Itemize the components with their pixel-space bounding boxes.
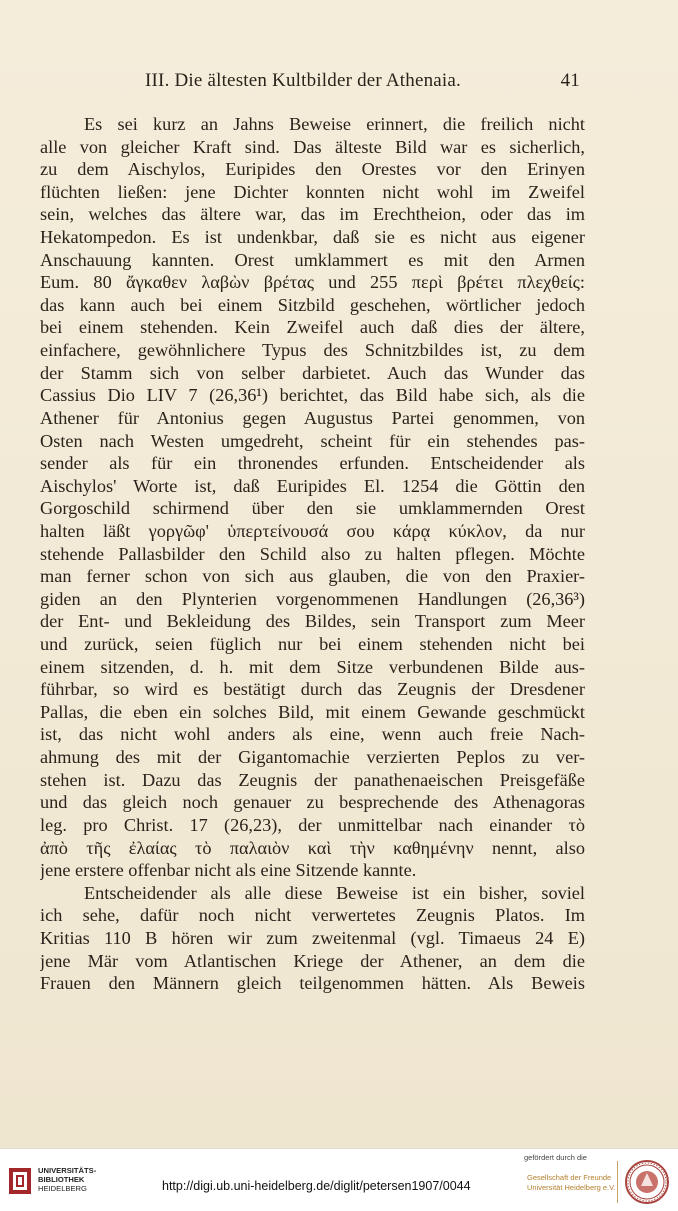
text-line: Frauen den Männern gleich teilgenommen hätten. Als Beweis [40,973,585,994]
text-line: jene Mär vom Atlantischen Kriege der Athener, an dem die [40,950,585,971]
sponsor-name[interactable] [527,1173,616,1193]
text-line: Aischylos' Worte ist, daß Euripides El. 1254 die Göttin den [40,475,585,496]
permalink-url[interactable]: http://digi.ub.uni-heidelberg.de/diglit/petersen1907/0044 [162,1179,471,1193]
text-line: stehen ist. Dazu das Zeugnis der panathenaeischen Preisgefäße [40,769,585,790]
text-line: Hekatompedon. Es ist undenkbar, daß sie es nicht aus eigener [40,227,585,248]
text-line: bei einem stehenden. Kein Zweifel auch daß dies der ältere, [40,317,585,338]
text-line: stehende Pallasbilder den Schild also zu halten pflegen. Möchte [40,543,585,564]
footer-divider [617,1161,618,1203]
text-line: halten läßt γοργῶφ' ὑπερτείνουσά σου κάρᾳ κύκλον, da nur [40,520,585,541]
text-line: ist, das nicht wohl anders als eine, wenn auch freie Nach- [40,724,585,745]
text-line: sender als für ein thronendes erfunden. Entscheidender als [40,453,585,474]
text-line: Kritias 110 B hören wir zum zweitenmal (vgl. Timaeus 24 E) [40,927,585,948]
university-seal-icon [624,1159,670,1205]
funded-by-label: gefördert durch die [524,1153,587,1162]
university-library-logo-icon [8,1167,32,1195]
body-text [40,113,585,995]
text-line: Cassius Dio LIV 7 (26,36¹) berichtet, das Bild habe sich, als die [40,385,585,406]
text-line: flüchten ließen: jene Dichter konnten nicht wohl im Zweifel [40,181,585,202]
text-line: und das gleich noch genauer zu besprechende des Athenagoras [40,792,585,813]
text-line: ich sehe, dafür noch nicht verwertetes Zeugnis Platos. Im [40,905,585,926]
text-line: einfachere, gewöhnlichere Typus des Schnitzbildes ist, zu dem [40,340,585,361]
text-line: Eum. 80 ἄγκαθεν λαβὼν βρέτας und 255 περὶ βρέτει πλεχθείς: [40,272,585,293]
text-line: zu dem Aischylos, Euripides den Orestes vor den Erinyen [40,159,585,180]
text-line: der Ent- und Bekleidung des Bildes, sein Transport zum Meer [40,611,585,632]
text-line: und zurück, seien füglich nur bei einem stehenden nicht bei [40,634,585,655]
text-line: Athener für Antonius gegen Augustus Partei genommen, von [40,407,585,428]
text-line: sein, welches das ältere war, das im Erechtheion, oder das im [40,204,585,225]
sponsor-line-1: Gesellschaft der Freunde [527,1173,612,1182]
text-line: ahmung des mit der Gigantomachie verzierten Peplos zu ver- [40,747,585,768]
text-line: Pallas, die eben ein solches Bild, mit einem Gewande geschmückt [40,701,585,722]
university-library-name [38,1166,96,1193]
text-line: der Stamm sich von selber darbietet. Auch das Wunder das [40,362,585,383]
viewer-footer [0,1148,678,1211]
text-line: alle von gleicher Kraft sind. Das älteste Bild war es sicherlich, [40,136,585,157]
text-line: giden an den Plynterien vorgenommenen Handlungen (26,36³) [40,588,585,609]
page-number: 41 [560,70,580,91]
text-line: führbar, so wird es bestätigt durch das Zeugnis der Dresdener [40,679,585,700]
text-line: Gorgoschild schirmend über den sie umklammernden Orest [40,498,585,519]
text-line: leg. pro Christ. 17 (26,23), der unmittelbar nach einander τὸ [40,814,585,835]
text-line: man ferner schon von sich aus glauben, die von den Praxier- [40,566,585,587]
university-line-3: HEIDELBERG [38,1184,87,1193]
university-line-2: BIBLIOTHEK [38,1175,85,1184]
sponsor-line-2: Universität Heidelberg e.V. [527,1183,616,1192]
text-line: Entscheidender als alle diese Beweise ist ein bisher, soviel [84,882,585,903]
text-line: jene erstere offenbar nicht als eine Sitzende kannte. [40,860,417,881]
text-line: Anschauung kannten. Orest umklammert es mit den Armen [40,249,585,270]
text-line: Osten nach Westen umgedreht, scheint für ein stehendes pas- [40,430,585,451]
text-line: ἀπὸ τῆς ἐλαίας τὸ παλαιὸν καὶ τὴν καθημένην nennt, also [40,837,585,858]
text-line: einem sitzenden, d. h. mit dem Sitze verbundenen Bilde aus- [40,656,585,677]
text-line: das kann auch bei einem Sitzbild geschehen, wörtlicher jedoch [40,294,585,315]
text-line: Es sei kurz an Jahns Beweise erinnert, die freilich nicht [84,114,585,134]
university-line-1: UNIVERSITÄTS- [38,1166,97,1175]
running-head-title: III. Die ältesten Kultbilder der Athenaia. [145,70,461,91]
